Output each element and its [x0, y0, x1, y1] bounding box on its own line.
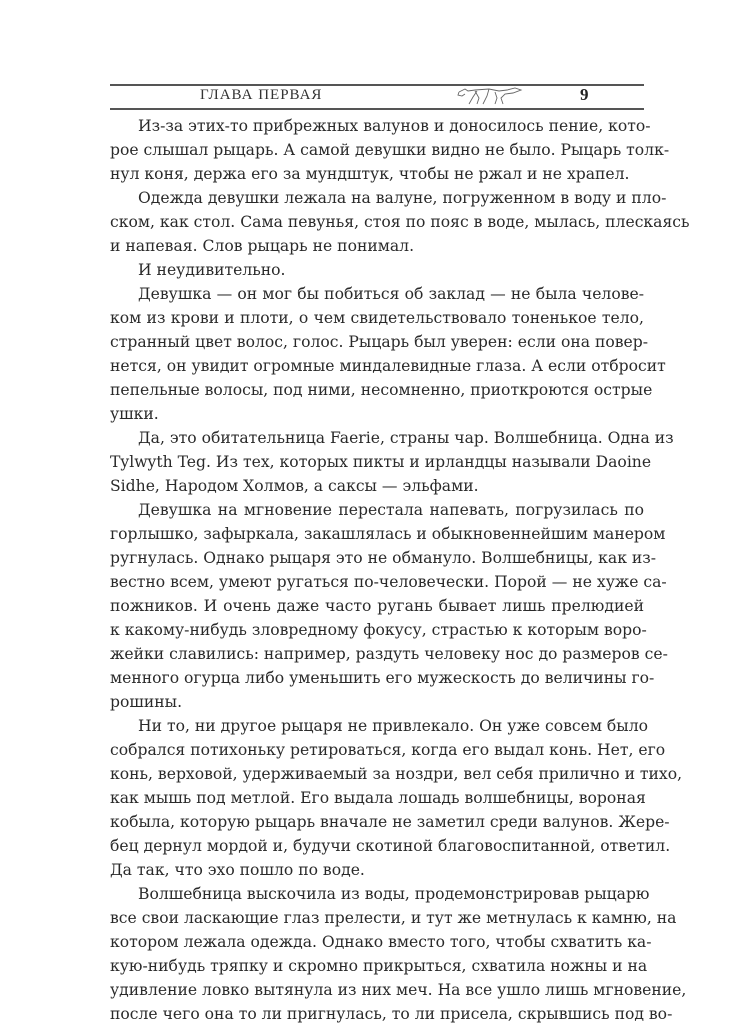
text-line: котором лежала одежда. Однако вместо того, чтобы схватить ка-	[110, 933, 652, 951]
text-line: Из-за этих-то прибрежных валунов и доносилось пение, кото-	[138, 117, 651, 135]
text-line: Да, это обитательница Faerie, страны чар. Волшебница. Одна из	[138, 429, 674, 447]
text-line: нул коня, держа его за мундштук, чтобы не ржал и не храпел.	[110, 165, 630, 183]
text-line: пожников. И очень даже часто ругань бывает лишь прелюдией	[110, 597, 644, 615]
text-line: и напевая. Слов рыцарь не понимал.	[110, 237, 415, 255]
header-rule-bottom	[110, 108, 644, 110]
text-line: все свои ласкающие глаз прелести, и тут же метнулась к камню, на	[110, 909, 677, 927]
page-number: 9	[580, 85, 589, 104]
text-line: кобыла, которую рыцарь вначале не заметил среди валунов. Жере-	[110, 813, 670, 831]
text-line: как мышь под метлой. Его выдала лошадь волшебницы, вороная	[110, 789, 646, 807]
text-line: Ни то, ни другое рыцаря не привлекало. Он уже совсем было	[138, 717, 649, 735]
wolf-ornament-icon	[455, 86, 525, 106]
text-line: после чего она то ли пригнулась, то ли присела, скрывшись под во-	[110, 1005, 673, 1023]
text-line: собрался потихоньку ретироваться, когда его выдал конь. Нет, его	[110, 741, 666, 759]
text-line: вестно всем, умеют ругаться по-человечески. Порой — не хуже са-	[110, 573, 667, 591]
text-line: Одежда девушки лежала на валуне, погруженном в воду и пло-	[138, 189, 667, 207]
text-line: пепельные волосы, под ними, несомненно, приоткроются острые	[110, 381, 653, 399]
running-title: ГЛАВА ПЕРВАЯ	[200, 87, 323, 103]
text-line: Да так, что эхо пошло по воде.	[110, 861, 365, 879]
header-rule-top	[110, 84, 644, 86]
text-line: бец дернул мордой и, будучи скотиной благовоспитанной, ответил.	[110, 837, 671, 855]
text-line: И неудивительно.	[138, 261, 286, 279]
text-line: рое слышал рыцарь. А самой девушки видно не было. Рыцарь толк-	[110, 141, 670, 159]
text-line: рошины.	[110, 693, 183, 711]
text-line: кую-нибудь тряпку и скромно прикрыться, схватила ножны и на	[110, 957, 648, 975]
text-line: ком из крови и плоти, о чем свидетельствовало тоненькое тело,	[110, 309, 644, 327]
text-line: Sidhe, Народом Холмов, а саксы — эльфами.	[110, 477, 479, 495]
text-line: ругнулась. Однако рыцаря это не обмануло. Волшебницы, как из-	[110, 549, 657, 567]
text-line: удивление ловко вытянула из них меч. На все ушло лишь мгновение,	[110, 981, 687, 999]
text-line: Волшебница выскочила из воды, продемонстрировав рыцарю	[138, 885, 650, 903]
text-line: Девушка — он мог бы побиться об заклад — не была челове-	[138, 285, 644, 303]
text-line: странный цвет волос, голос. Рыцарь был уверен: если она повер-	[110, 333, 649, 351]
text-line: ском, как стол. Сама певунья, стоя по пояс в воде, мылась, плескаясь	[110, 213, 690, 231]
text-line: Девушка на мгновение перестала напевать, погрузилась по	[138, 501, 644, 519]
text-line: менного огурца либо уменьшить его мужескость до величины го-	[110, 669, 655, 687]
text-line: ушки.	[110, 405, 159, 423]
text-line: нется, он увидит огромные миндалевидные глаза. А если отбросит	[110, 357, 666, 375]
text-line: к какому-нибудь зловредному фокусу, страстью к которым воро-	[110, 621, 647, 639]
text-line: горлышко, зафыркала, закашлялась и обыкновеннейшим манером	[110, 525, 666, 543]
running-header	[110, 84, 644, 108]
body-text	[110, 114, 690, 1026]
text-line: конь, верховой, удерживаемый за ноздри, вел себя прилично и тихо,	[110, 765, 683, 783]
text-line: жейки славились: например, раздуть человеку нос до размеров се-	[110, 645, 668, 663]
text-line: Tylwyth Teg. Из тех, которых пикты и ирландцы называли Daoine	[110, 453, 652, 471]
